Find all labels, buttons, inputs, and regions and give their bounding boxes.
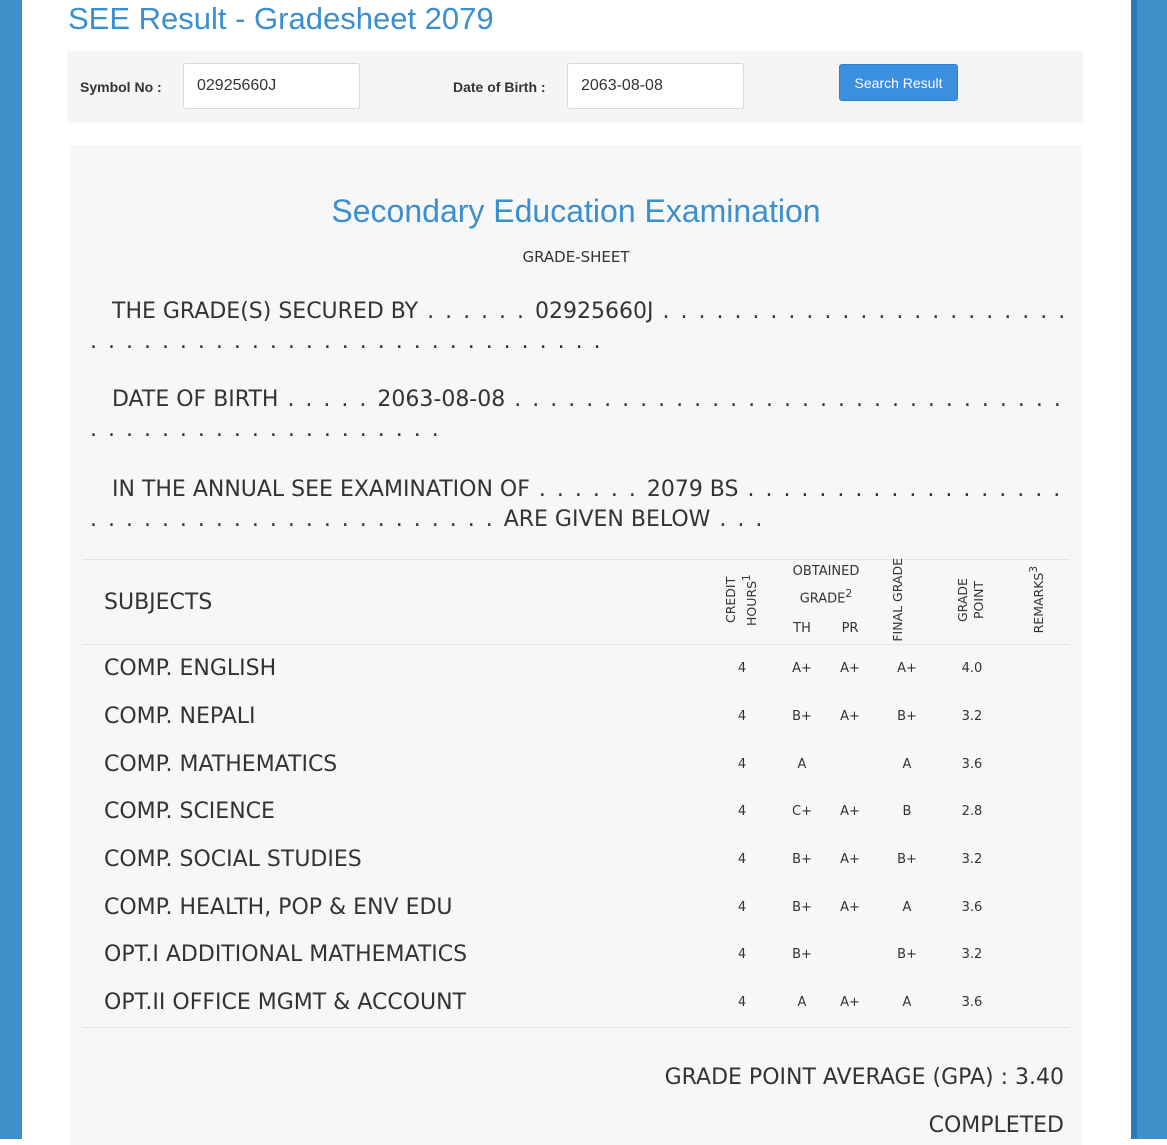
table-row: [82, 693, 1070, 741]
remarks-header: REMARKS$^3$: [1028, 566, 1047, 634]
th-header: TH: [793, 620, 811, 636]
obtained-grade-header: OBTAINED GRADE$^2$: [792, 563, 860, 606]
search-form: [67, 51, 1083, 123]
exam-title: Secondary Education Examination: [331, 193, 821, 229]
th-grade-cell: C+: [792, 804, 812, 820]
final-grade-cell: B: [902, 804, 912, 820]
secured-by-label: THE GRADE(S) SECURED BY: [112, 299, 419, 324]
th-grade-cell: A+: [792, 661, 812, 677]
table-row: [82, 788, 1070, 836]
pr-grade-cell: A+: [840, 852, 860, 868]
pr-grade-cell: A+: [840, 899, 860, 915]
credit-hours-cell: 4: [737, 899, 747, 915]
final-grade-cell: A+: [897, 661, 917, 677]
th-grade-cell: B+: [792, 709, 812, 725]
final-grade-cell: B+: [897, 852, 917, 868]
grade-point-cell: 3.2: [961, 852, 983, 868]
pr-header: PR: [841, 620, 859, 636]
pr-grade-cell: [826, 740, 874, 788]
grade-sheet: [70, 145, 1082, 1145]
remarks-cell: [1004, 645, 1070, 693]
subject-name: COMP. MATHEMATICS: [104, 751, 338, 777]
dob-label: Date of Birth :: [453, 79, 546, 95]
remarks-cell: [1004, 931, 1070, 979]
remarks-cell: [1004, 883, 1070, 931]
credit-hours-cell: 4: [737, 661, 747, 677]
dob-input[interactable]: [567, 63, 744, 109]
subject-name: COMP. NEPALI: [104, 704, 256, 730]
grade-point-cell: 2.8: [961, 804, 983, 820]
th-grade-cell: A: [797, 756, 807, 772]
credit-hours-cell: 4: [737, 709, 747, 725]
exam-label: IN THE ANNUAL SEE EXAMINATION OF: [112, 477, 530, 502]
given-below-text: ARE GIVEN BELOW: [503, 507, 711, 532]
th-grade-cell: B+: [792, 852, 812, 868]
credit-hours-cell: 4: [737, 756, 747, 772]
grade-point-cell: 3.6: [961, 995, 983, 1011]
page-title: SEE Result - Gradesheet 2079: [68, 1, 494, 36]
gpa-line: [665, 1065, 1064, 1090]
credit-hours-cell: 4: [737, 947, 747, 963]
table-row: [82, 645, 1070, 693]
subject-name: COMP. ENGLISH: [104, 656, 277, 682]
pr-grade-cell: A+: [840, 995, 860, 1011]
result-status: COMPLETED: [928, 1113, 1064, 1138]
exam-line: IN THE ANNUAL SEE EXAMINATION OF . . . . . . 2079 BS . . . . . . . . . . . . . . . . . . . . . . . . . . . . . . . . . . . . . . . . . ARE GIVEN BELOW . . .: [90, 477, 1063, 532]
final-grade-cell: A: [902, 899, 912, 915]
grade-point-cell: 3.6: [961, 756, 983, 772]
table-row: [82, 883, 1070, 931]
pr-grade-cell: A+: [840, 709, 860, 725]
grades-table: [82, 559, 1070, 1028]
sheet-dob-label: DATE OF BIRTH: [112, 387, 279, 412]
credit-hours-cell: 4: [737, 804, 747, 820]
remarks-cell: [1004, 740, 1070, 788]
grade-sheet-subtitle: GRADE-SHEET: [522, 248, 630, 266]
table-row: [82, 836, 1070, 884]
secured-by-value: 02925660J: [535, 299, 654, 324]
sheet-dob-value: 2063-08-08: [377, 387, 506, 412]
pr-grade-cell: A+: [840, 661, 860, 677]
dob-line: DATE OF BIRTH . . . . . 2063-08-08 . . . . . . . . . . . . . . . . . . . . . . . . . . . . . . . . . . . . . . . . . . . . . . . . . . .: [90, 387, 1063, 442]
grade-point-header: GRADE POINT: [955, 578, 986, 622]
pr-grade-cell: A+: [840, 804, 860, 820]
table-row: [82, 979, 1070, 1027]
subject-name: COMP. SCIENCE: [104, 799, 275, 825]
exam-value: 2079 BS: [646, 477, 739, 502]
credit-hours-header: CREDIT HOURS$^1$: [723, 574, 760, 626]
gpa-label: GRADE POINT AVERAGE (GPA) :: [664, 1065, 1009, 1090]
final-grade-cell: A: [902, 995, 912, 1011]
symbol-no-input[interactable]: [183, 63, 360, 109]
remarks-cell: [1004, 979, 1070, 1027]
table-row: [82, 740, 1070, 788]
th-grade-cell: A: [797, 995, 807, 1011]
grade-point-cell: 3.2: [961, 709, 983, 725]
subject-name: COMP. SOCIAL STUDIES: [104, 847, 362, 873]
th-grade-cell: B+: [792, 947, 812, 963]
table-row: [82, 931, 1070, 979]
pr-grade-cell: [826, 931, 874, 979]
gpa-value: 3.40: [1015, 1065, 1064, 1090]
secured-by-line: THE GRADE(S) SECURED BY . . . . . . 02925660J . . . . . . . . . . . . . . . . . . . . . . . . . . . . . . . . . . . . . . . . . . . . . . . . . . . .: [90, 299, 1068, 354]
credit-hours-cell: 4: [737, 852, 747, 868]
remarks-cell: [1004, 788, 1070, 836]
grade-point-cell: 3.2: [961, 947, 983, 963]
search-result-button[interactable]: Search Result: [839, 64, 958, 101]
final-grade-cell: B+: [897, 709, 917, 725]
th-grade-cell: B+: [792, 899, 812, 915]
subjects-header: SUBJECTS: [104, 589, 213, 615]
subject-name: COMP. HEALTH, POP & ENV EDU: [104, 894, 453, 920]
grade-point-cell: 4.0: [961, 661, 983, 677]
subject-name: OPT.II OFFICE MGMT & ACCOUNT: [104, 990, 467, 1016]
final-grade-cell: A: [902, 756, 912, 772]
symbol-no-label: Symbol No :: [80, 79, 162, 95]
final-grade-cell: B+: [897, 947, 917, 963]
remarks-cell: [1004, 836, 1070, 884]
remarks-cell: [1004, 693, 1070, 741]
grade-point-cell: 3.6: [961, 899, 983, 915]
right-frame: [1131, 0, 1167, 1139]
left-frame: [0, 0, 22, 1139]
subject-name: OPT.I ADDITIONAL MATHEMATICS: [104, 942, 468, 968]
final-grade-header: FINAL GRADE: [890, 558, 905, 642]
credit-hours-cell: 4: [737, 995, 747, 1011]
